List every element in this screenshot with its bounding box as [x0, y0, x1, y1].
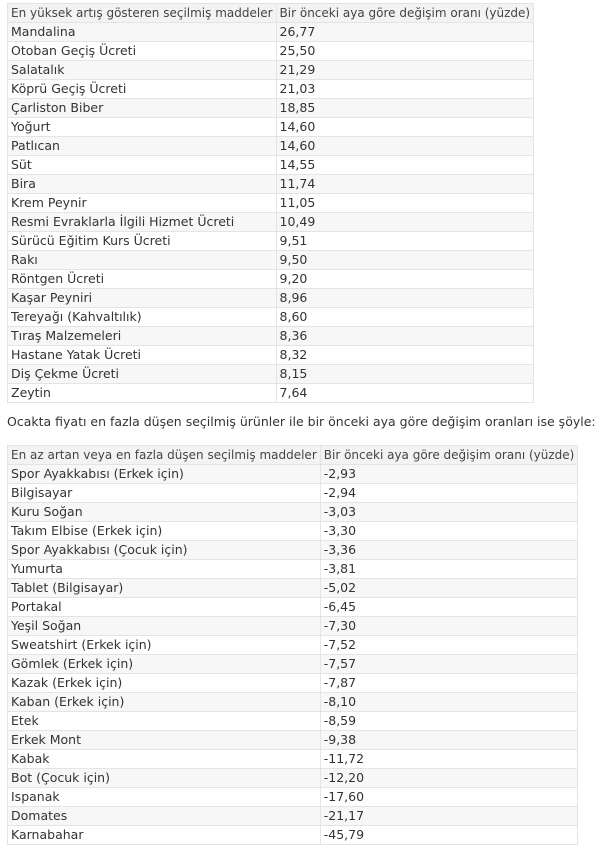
value-cell: 9,20 — [276, 270, 534, 289]
item-cell: Sürücü Eğitim Kurs Ücreti — [8, 232, 277, 251]
item-cell: Bira — [8, 175, 277, 194]
item-cell: Röntgen Ücreti — [8, 270, 277, 289]
table-row — [8, 465, 578, 484]
table-row — [8, 213, 534, 232]
table-row — [8, 156, 534, 175]
value-cell: 8,60 — [276, 308, 534, 327]
value-cell: 14,60 — [276, 118, 534, 137]
value-cell: -17,60 — [320, 788, 578, 807]
item-cell: Köprü Geçiş Ücreti — [8, 80, 277, 99]
table-row — [8, 327, 534, 346]
table-row — [8, 365, 534, 384]
value-cell: -7,87 — [320, 674, 578, 693]
value-cell: -7,57 — [320, 655, 578, 674]
value-cell: -21,17 — [320, 807, 578, 826]
item-cell: Gömlek (Erkek için) — [8, 655, 321, 674]
table-header-row — [8, 446, 578, 465]
value-cell: -3,81 — [320, 560, 578, 579]
table-row — [8, 655, 578, 674]
table-row — [8, 42, 534, 61]
value-cell: 8,15 — [276, 365, 534, 384]
header-change-column: Bir önceki aya göre değişim oranı (yüzde) — [320, 446, 578, 465]
item-cell: Rakı — [8, 251, 277, 270]
value-cell: 8,96 — [276, 289, 534, 308]
table-row — [8, 522, 578, 541]
item-cell: Ispanak — [8, 788, 321, 807]
item-cell: Patlıcan — [8, 137, 277, 156]
value-cell: -3,36 — [320, 541, 578, 560]
item-cell: Resmi Evraklarla İlgili Hizmet Ücreti — [8, 213, 277, 232]
table-row — [8, 289, 534, 308]
table-row — [8, 251, 534, 270]
table-row — [8, 560, 578, 579]
table-row — [8, 99, 534, 118]
value-cell: -2,93 — [320, 465, 578, 484]
table-row — [8, 693, 578, 712]
table-row — [8, 346, 534, 365]
table-row — [8, 750, 578, 769]
table-row — [8, 807, 578, 826]
item-cell: Karnabahar — [8, 826, 321, 845]
item-cell: Kuru Soğan — [8, 503, 321, 522]
value-cell: 25,50 — [276, 42, 534, 61]
value-cell: -45,79 — [320, 826, 578, 845]
table-row — [8, 232, 534, 251]
item-cell: Kabak — [8, 750, 321, 769]
increase-table — [7, 3, 534, 403]
item-cell: Kaban (Erkek için) — [8, 693, 321, 712]
value-cell: -11,72 — [320, 750, 578, 769]
value-cell: 21,03 — [276, 80, 534, 99]
value-cell: 21,29 — [276, 61, 534, 80]
value-cell: -6,45 — [320, 598, 578, 617]
item-cell: Diş Çekme Ücreti — [8, 365, 277, 384]
table-row — [8, 137, 534, 156]
header-change-column: Bir önceki aya göre değişim oranı (yüzde) — [276, 4, 534, 23]
intro-paragraph: Ocakta fiyatı en fazla düşen seçilmiş ürünler ile bir önceki aya göre değişim oranları ise şöyle: — [7, 414, 596, 429]
value-cell: 14,55 — [276, 156, 534, 175]
table-row — [8, 61, 534, 80]
item-cell: Krem Peynir — [8, 194, 277, 213]
table-row — [8, 541, 578, 560]
value-cell: 11,05 — [276, 194, 534, 213]
table-row — [8, 731, 578, 750]
table-header-row — [8, 4, 534, 23]
item-cell: Kazak (Erkek için) — [8, 674, 321, 693]
item-cell: Otoban Geçiş Ücreti — [8, 42, 277, 61]
table-row — [8, 80, 534, 99]
value-cell: 11,74 — [276, 175, 534, 194]
item-cell: Bilgisayar — [8, 484, 321, 503]
value-cell: -8,59 — [320, 712, 578, 731]
table-row — [8, 270, 534, 289]
table-row — [8, 484, 578, 503]
value-cell: -7,30 — [320, 617, 578, 636]
item-cell: Tereyağı (Kahvaltılık) — [8, 308, 277, 327]
value-cell: -3,30 — [320, 522, 578, 541]
table-row — [8, 579, 578, 598]
item-cell: Mandalina — [8, 23, 277, 42]
table-row — [8, 826, 578, 845]
item-cell: Spor Ayakkabısı (Erkek için) — [8, 465, 321, 484]
decrease-table-body — [8, 446, 578, 845]
table-row — [8, 598, 578, 617]
value-cell: -3,03 — [320, 503, 578, 522]
value-cell: -7,52 — [320, 636, 578, 655]
table-row — [8, 175, 534, 194]
value-cell: 18,85 — [276, 99, 534, 118]
item-cell: Takım Elbise (Erkek için) — [8, 522, 321, 541]
item-cell: Portakal — [8, 598, 321, 617]
item-cell: Zeytin — [8, 384, 277, 403]
value-cell: 9,51 — [276, 232, 534, 251]
value-cell: 14,60 — [276, 137, 534, 156]
header-item-column: En yüksek artış gösteren seçilmiş maddeler — [8, 4, 277, 23]
table-row — [8, 118, 534, 137]
table-row — [8, 503, 578, 522]
header-item-column: En az artan veya en fazla düşen seçilmiş maddeler — [8, 446, 321, 465]
table-row — [8, 788, 578, 807]
item-cell: Tablet (Bilgisayar) — [8, 579, 321, 598]
table-row — [8, 636, 578, 655]
table-row — [8, 674, 578, 693]
item-cell: Tıraş Malzemeleri — [8, 327, 277, 346]
value-cell: -2,94 — [320, 484, 578, 503]
item-cell: Hastane Yatak Ücreti — [8, 346, 277, 365]
item-cell: Domates — [8, 807, 321, 826]
item-cell: Çarliston Biber — [8, 99, 277, 118]
item-cell: Spor Ayakkabısı (Çocuk için) — [8, 541, 321, 560]
value-cell: -8,10 — [320, 693, 578, 712]
item-cell: Etek — [8, 712, 321, 731]
table-row — [8, 384, 534, 403]
value-cell: 26,77 — [276, 23, 534, 42]
value-cell: 10,49 — [276, 213, 534, 232]
table-row — [8, 194, 534, 213]
item-cell: Bot (Çocuk için) — [8, 769, 321, 788]
item-cell: Süt — [8, 156, 277, 175]
value-cell: 8,36 — [276, 327, 534, 346]
item-cell: Sweatshirt (Erkek için) — [8, 636, 321, 655]
table-row — [8, 308, 534, 327]
value-cell: 9,50 — [276, 251, 534, 270]
item-cell: Yumurta — [8, 560, 321, 579]
value-cell: -9,38 — [320, 731, 578, 750]
value-cell: -5,02 — [320, 579, 578, 598]
decrease-table — [7, 445, 578, 845]
item-cell: Yoğurt — [8, 118, 277, 137]
value-cell: 8,32 — [276, 346, 534, 365]
item-cell: Kaşar Peyniri — [8, 289, 277, 308]
value-cell: 7,64 — [276, 384, 534, 403]
table-row — [8, 769, 578, 788]
item-cell: Yeşil Soğan — [8, 617, 321, 636]
item-cell: Salatalık — [8, 61, 277, 80]
table-row — [8, 712, 578, 731]
table-row — [8, 23, 534, 42]
table-row — [8, 617, 578, 636]
value-cell: -12,20 — [320, 769, 578, 788]
item-cell: Erkek Mont — [8, 731, 321, 750]
increase-table-body — [8, 4, 534, 403]
